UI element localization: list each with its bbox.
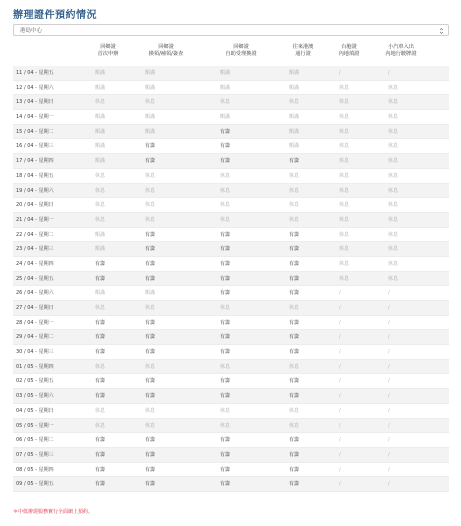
status-cell: 休息 <box>339 114 350 121</box>
status-cell: 休息 <box>145 216 156 223</box>
status-cell: 休息 <box>289 202 300 209</box>
row-date: 17 / 04 - 星期四 <box>16 158 54 165</box>
status-cell: 額滿 <box>145 114 156 121</box>
table-row <box>13 154 449 169</box>
status-cell: 休息 <box>388 275 399 282</box>
status-cell: / <box>339 407 341 414</box>
table-row <box>13 139 449 154</box>
status-cell: 有籌 <box>289 393 300 400</box>
status-cell: 有籌 <box>145 143 156 150</box>
status-cell: / <box>339 378 341 385</box>
status-cell: 休息 <box>388 202 399 209</box>
status-cell: 有籌 <box>220 378 231 385</box>
status-cell: 有籌 <box>220 290 231 297</box>
footnote: ＊中低辦證服務實行全面網上預約。 <box>13 509 94 515</box>
status-cell: 有籌 <box>289 334 300 341</box>
status-cell: 休息 <box>339 260 350 267</box>
status-cell: / <box>388 349 390 356</box>
status-cell: 休息 <box>388 128 399 135</box>
status-cell: / <box>339 334 341 341</box>
table-row <box>13 301 449 316</box>
select-arrows-icon <box>439 27 444 35</box>
row-date: 04 / 05 - 星期日 <box>16 407 54 414</box>
status-cell: 額滿 <box>289 114 300 121</box>
table-row <box>13 389 449 404</box>
row-date: 30 / 04 - 星期三 <box>16 349 54 356</box>
table-row <box>13 110 449 125</box>
row-date: 02 / 05 - 星期五 <box>16 378 54 385</box>
status-cell: 休息 <box>220 172 231 179</box>
status-cell: 有籌 <box>145 451 156 458</box>
status-cell: 有籌 <box>95 437 106 444</box>
status-cell: 額滿 <box>95 84 106 91</box>
status-cell: 休息 <box>95 187 106 194</box>
status-cell: 休息 <box>388 99 399 106</box>
status-cell: 額滿 <box>145 84 156 91</box>
status-cell: 有籌 <box>220 275 231 282</box>
status-cell: 有籌 <box>289 246 300 253</box>
status-cell: 額滿 <box>289 143 300 150</box>
status-cell: 休息 <box>220 216 231 223</box>
status-cell: 休息 <box>145 363 156 370</box>
status-cell: 休息 <box>388 216 399 223</box>
table-row <box>13 316 449 331</box>
status-cell: 額滿 <box>95 143 106 150</box>
status-cell: / <box>339 349 341 356</box>
status-cell: 休息 <box>95 216 106 223</box>
column-header-hrp-self: 回鄉證 自助受理換證 <box>225 44 257 57</box>
status-cell: 休息 <box>289 407 300 414</box>
row-date: 06 / 05 - 星期二 <box>16 437 54 444</box>
status-cell: 有籌 <box>145 231 156 238</box>
table-row <box>13 419 449 434</box>
status-cell: 休息 <box>95 99 106 106</box>
row-date: 19 / 04 - 星期六 <box>16 187 54 194</box>
status-cell: 休息 <box>145 305 156 311</box>
status-cell: 額滿 <box>289 128 300 135</box>
table-row <box>13 345 449 360</box>
row-date: 15 / 04 - 星期二 <box>16 128 54 135</box>
status-cell: 有籌 <box>289 451 300 458</box>
row-date: 14 / 04 - 星期一 <box>16 114 54 121</box>
status-cell: / <box>388 319 390 326</box>
status-cell: 有籌 <box>220 143 231 150</box>
status-cell: 有籌 <box>289 466 300 473</box>
status-cell: 額滿 <box>95 290 106 297</box>
status-cell: 休息 <box>388 231 399 238</box>
table-row <box>13 184 449 199</box>
status-cell: 有籌 <box>220 246 231 253</box>
status-cell: 額滿 <box>145 128 156 135</box>
status-cell: / <box>388 334 390 341</box>
status-cell: 額滿 <box>95 246 106 253</box>
status-cell: 休息 <box>339 172 350 179</box>
row-date: 09 / 05 - 星期五 <box>16 481 54 488</box>
status-cell: / <box>388 422 390 429</box>
status-cell: 額滿 <box>95 70 106 76</box>
status-cell: 額滿 <box>95 158 106 165</box>
row-date: 20 / 04 - 星期日 <box>16 202 54 209</box>
table-row <box>13 242 449 257</box>
status-cell: 休息 <box>388 260 399 267</box>
table-body <box>13 66 449 492</box>
location-select[interactable] <box>13 24 449 36</box>
status-cell: 休息 <box>339 275 350 282</box>
status-cell: / <box>388 481 390 488</box>
status-cell: 額滿 <box>220 114 231 121</box>
location-select-value: 港島中心 <box>20 28 43 34</box>
status-cell: 額滿 <box>289 70 300 76</box>
status-cell: 休息 <box>339 202 350 209</box>
row-date: 13 / 04 - 星期日 <box>16 99 54 106</box>
status-cell: 有籌 <box>95 275 106 282</box>
status-cell: 休息 <box>339 158 350 165</box>
status-cell: / <box>339 466 341 473</box>
status-cell: 休息 <box>220 305 231 311</box>
status-cell: 有籌 <box>289 158 300 165</box>
status-cell: 休息 <box>289 305 300 311</box>
status-cell: 休息 <box>339 99 350 106</box>
table-row <box>13 286 449 301</box>
status-cell: 休息 <box>145 422 156 429</box>
table-row <box>13 404 449 419</box>
status-cell: 有籌 <box>145 158 156 165</box>
row-date: 29 / 04 - 星期二 <box>16 334 54 341</box>
status-cell: 休息 <box>339 231 350 238</box>
row-date: 05 / 05 - 星期一 <box>16 422 54 429</box>
row-date: 03 / 05 - 星期六 <box>16 393 54 400</box>
table-row <box>13 433 449 448</box>
status-cell: 額滿 <box>145 70 156 76</box>
status-cell: 有籌 <box>220 231 231 238</box>
status-cell: 休息 <box>289 363 300 370</box>
status-cell: 休息 <box>339 84 350 91</box>
status-cell: 有籌 <box>220 393 231 400</box>
status-cell: / <box>388 437 390 444</box>
status-cell: 有籌 <box>145 275 156 282</box>
row-date: 16 / 04 - 星期三 <box>16 143 54 150</box>
status-cell: 有籌 <box>95 466 106 473</box>
status-cell: / <box>339 481 341 488</box>
status-cell: 有籌 <box>220 158 231 165</box>
status-cell: / <box>339 451 341 458</box>
status-cell: 休息 <box>95 202 106 209</box>
status-cell: / <box>339 70 341 76</box>
status-cell: 有籌 <box>220 349 231 356</box>
status-cell: 休息 <box>220 422 231 429</box>
status-cell: 有籌 <box>95 319 106 326</box>
row-date: 11 / 04 - 星期五 <box>16 70 54 76</box>
status-cell: 額滿 <box>95 114 106 121</box>
status-cell: 有籌 <box>289 437 300 444</box>
column-header-hk-macau-permit: 往來港澳 通行證 <box>292 44 314 57</box>
table-row <box>13 213 449 228</box>
table-row <box>13 272 449 287</box>
table-row <box>13 448 449 463</box>
status-cell: 休息 <box>145 99 156 106</box>
status-cell: 休息 <box>220 363 231 370</box>
row-date: 27 / 04 - 星期日 <box>16 305 54 311</box>
status-cell: 額滿 <box>220 70 231 76</box>
table-row <box>13 198 449 213</box>
status-cell: 有籌 <box>220 334 231 341</box>
table-row <box>13 95 449 110</box>
status-cell: 休息 <box>388 114 399 121</box>
row-date: 21 / 04 - 星期一 <box>16 216 54 223</box>
status-cell: 休息 <box>289 422 300 429</box>
status-cell: 有籌 <box>220 260 231 267</box>
status-cell: / <box>339 305 341 311</box>
row-date: 25 / 04 - 星期五 <box>16 275 54 282</box>
status-cell: 有籌 <box>145 260 156 267</box>
table-row <box>13 463 449 478</box>
column-header-tw-permit: 台胞證 內地填證 <box>338 44 360 57</box>
table-row <box>13 477 449 492</box>
status-cell: 額滿 <box>95 128 106 135</box>
status-cell: 休息 <box>289 216 300 223</box>
table-row <box>13 330 449 345</box>
status-cell: 有籌 <box>289 231 300 238</box>
row-date: 08 / 05 - 星期四 <box>16 466 54 473</box>
status-cell: 有籌 <box>289 481 300 488</box>
row-date: 22 / 04 - 星期二 <box>16 231 54 238</box>
status-cell: 休息 <box>388 84 399 91</box>
status-cell: 休息 <box>339 143 350 150</box>
status-cell: 休息 <box>145 172 156 179</box>
status-cell: 有籌 <box>145 437 156 444</box>
status-cell: 休息 <box>388 158 399 165</box>
table-row <box>13 360 449 375</box>
status-cell: / <box>388 466 390 473</box>
column-header-car-license: 小汽車入出 內地行駛牌證 <box>385 44 417 57</box>
table-row <box>13 374 449 389</box>
status-cell: 有籌 <box>145 349 156 356</box>
table-header <box>13 44 449 67</box>
status-cell: 有籌 <box>145 246 156 253</box>
row-date: 24 / 04 - 星期四 <box>16 260 54 267</box>
status-cell: 有籌 <box>95 334 106 341</box>
status-cell: 有籌 <box>95 378 106 385</box>
status-cell: 有籌 <box>145 319 156 326</box>
row-date: 07 / 05 - 星期三 <box>16 451 54 458</box>
status-cell: 有籌 <box>289 290 300 297</box>
status-cell: 休息 <box>339 187 350 194</box>
status-cell: 休息 <box>220 202 231 209</box>
status-cell: 休息 <box>95 407 106 414</box>
status-cell: 額滿 <box>289 84 300 91</box>
status-cell: 休息 <box>388 246 399 253</box>
status-cell: / <box>388 363 390 370</box>
status-cell: 休息 <box>289 99 300 106</box>
table-row <box>13 257 449 272</box>
status-cell: / <box>339 393 341 400</box>
status-cell: 休息 <box>95 422 106 429</box>
status-cell: 有籌 <box>289 349 300 356</box>
table-row <box>13 228 449 243</box>
status-cell: 有籌 <box>289 275 300 282</box>
status-cell: 休息 <box>388 172 399 179</box>
column-header-hrp-first: 回鄉證 首次申辦 <box>97 44 119 57</box>
status-cell: / <box>339 437 341 444</box>
status-cell: 有籌 <box>95 481 106 488</box>
status-cell: / <box>339 363 341 370</box>
row-date: 23 / 04 - 星期三 <box>16 246 54 253</box>
status-cell: 休息 <box>95 305 106 311</box>
status-cell: / <box>339 290 341 297</box>
row-date: 12 / 04 - 星期六 <box>16 84 54 91</box>
status-cell: 休息 <box>388 187 399 194</box>
status-cell: 有籌 <box>289 378 300 385</box>
status-cell: 休息 <box>95 363 106 370</box>
table-row <box>13 66 449 81</box>
status-cell: 額滿 <box>220 84 231 91</box>
row-date: 26 / 04 - 星期六 <box>16 290 54 297</box>
status-cell: / <box>339 422 341 429</box>
status-cell: 有籌 <box>220 466 231 473</box>
status-cell: 休息 <box>220 407 231 414</box>
status-cell: / <box>388 70 390 76</box>
status-cell: 有籌 <box>289 319 300 326</box>
row-date: 01 / 05 - 星期四 <box>16 363 54 370</box>
status-cell: / <box>339 319 341 326</box>
status-cell: 有籌 <box>220 128 231 135</box>
table-row <box>13 125 449 140</box>
status-cell: 有籌 <box>95 393 106 400</box>
row-date: 28 / 04 - 星期一 <box>16 319 54 326</box>
status-cell: 有籌 <box>289 260 300 267</box>
status-cell: 休息 <box>145 202 156 209</box>
table-row <box>13 169 449 184</box>
status-cell: 有籌 <box>220 481 231 488</box>
status-cell: 額滿 <box>145 290 156 297</box>
status-cell: / <box>388 290 390 297</box>
status-cell: 休息 <box>339 216 350 223</box>
status-cell: 有籌 <box>220 437 231 444</box>
status-cell: 有籌 <box>145 466 156 473</box>
status-cell: 有籌 <box>145 378 156 385</box>
status-cell: 休息 <box>145 407 156 414</box>
status-cell: 休息 <box>339 246 350 253</box>
status-cell: 有籌 <box>145 481 156 488</box>
column-header-hrp-renew: 回鄉證 換領/補領/簽查 <box>148 44 184 57</box>
status-cell: 額滿 <box>95 231 106 238</box>
status-cell: 休息 <box>289 187 300 194</box>
status-cell: 休息 <box>220 99 231 106</box>
status-cell: 休息 <box>145 187 156 194</box>
status-cell: 休息 <box>339 128 350 135</box>
status-cell: 有籌 <box>145 334 156 341</box>
status-cell: / <box>388 407 390 414</box>
page-title: 辦理證件預約情況 <box>13 10 97 21</box>
status-cell: 有籌 <box>145 393 156 400</box>
table-row <box>13 81 449 96</box>
row-date: 18 / 04 - 星期五 <box>16 172 54 179</box>
status-cell: / <box>388 378 390 385</box>
status-cell: 有籌 <box>95 260 106 267</box>
status-cell: / <box>388 393 390 400</box>
status-cell: / <box>388 451 390 458</box>
status-cell: / <box>388 305 390 311</box>
status-cell: 有籌 <box>95 451 106 458</box>
status-cell: 有籌 <box>220 451 231 458</box>
status-cell: 休息 <box>220 187 231 194</box>
status-cell: 休息 <box>388 143 399 150</box>
status-cell: 休息 <box>95 172 106 179</box>
status-cell: 有籌 <box>95 349 106 356</box>
status-cell: 休息 <box>289 172 300 179</box>
status-cell: 有籌 <box>220 319 231 326</box>
